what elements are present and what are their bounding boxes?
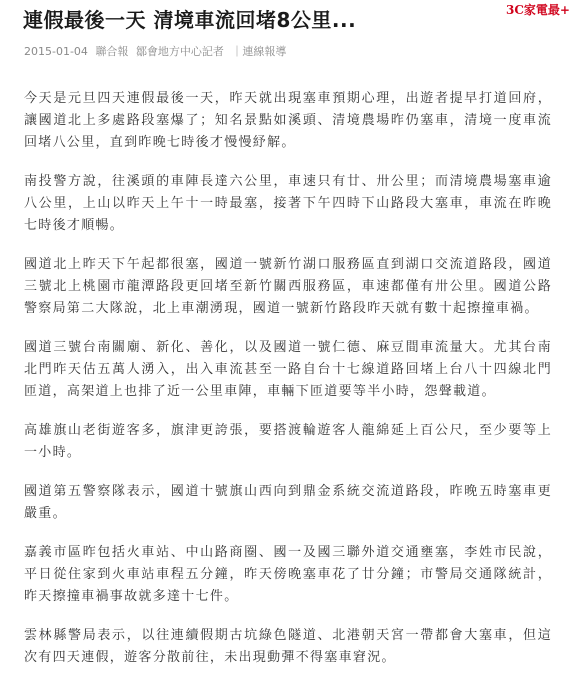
article-body: [24, 88, 552, 686]
article-meta: [24, 45, 290, 59]
article-category[interactable]: ｜連線報導: [231, 45, 287, 58]
article-paragraph: 國道北上昨天下午起都很塞，國道一號新竹湖口服務區直到湖口交流道路段，國道三號北上桃園市龍潭路段更回堵至新竹關西服務區，車速都僅有卅公里。國道公路警察局第二大隊說，北上車潮湧現，國道一號新竹路段昨天就有數十起擦撞車禍。: [24, 257, 552, 316]
brand-logo[interactable]: 3C家電最‪+: [506, 3, 570, 17]
article-paragraph: 雲林縣警局表示，以往連續假期古坑綠色隧道、北港朝天宮一帶都會大塞車，但這次有四天連假，遊客分散前往，未出現動彈不得塞車窘況。: [24, 628, 552, 665]
article-paragraph: 南投警方說，往溪頭的車陣長達六公里，車速只有廿、卅公里；而清境農場塞車逾八公里，上山以昨天上午十一時最塞，接著下午四時下山路段大塞車，車流在昨晚七時後才順暢。: [24, 174, 552, 233]
article-paragraph: 高雄旗山老街遊客多，旗津更誇張，要搭渡輪遊客人龍綿延上百公尺，至少要等上一小時。: [24, 423, 552, 460]
article-title: 連假最後一天 清境車流回堵8公里...: [23, 8, 357, 32]
article-date: 2015-01-04: [24, 45, 88, 58]
article-paragraph: 嘉義市區昨包括火車站、中山路商圈、國一及國三聯外道交通壅塞，李姓市民說，平日從住家到火車站車程五分鐘，昨天傍晚塞車花了廿分鐘；市警局交通隊統計，昨天擦撞車禍事故就多達十七件。: [24, 545, 552, 604]
article-paragraph: 國道第五警察隊表示，國道十號旗山西向到鼎金系統交流道路段，昨晚五時塞車更嚴重。: [24, 484, 552, 521]
article-paragraph: 今天是元旦四天連假最後一天，昨天就出現塞車預期心理，出遊者提早打道回府，讓國道北上多處路段塞爆了；知名景點如溪頭、清境農場昨仍塞車，清境一度車流回堵八公里，直到昨晚七時後才慢慢紓解。: [24, 91, 552, 150]
article-source[interactable]: 聯合報: [95, 45, 129, 58]
article-reporter: 鄒會地方中心記者: [135, 45, 224, 58]
article-paragraph: 國道三號台南關廟、新化、善化，以及國道一號仁德、麻豆間車流量大。尤其台南北門昨天估五萬人湧入，出入車流甚至一路自台十七線道路回堵上台八十四線北門匝道，高架道上也排了近一公里車陣，車輛下匝道要等半小時，怨聲載道。: [24, 340, 552, 399]
